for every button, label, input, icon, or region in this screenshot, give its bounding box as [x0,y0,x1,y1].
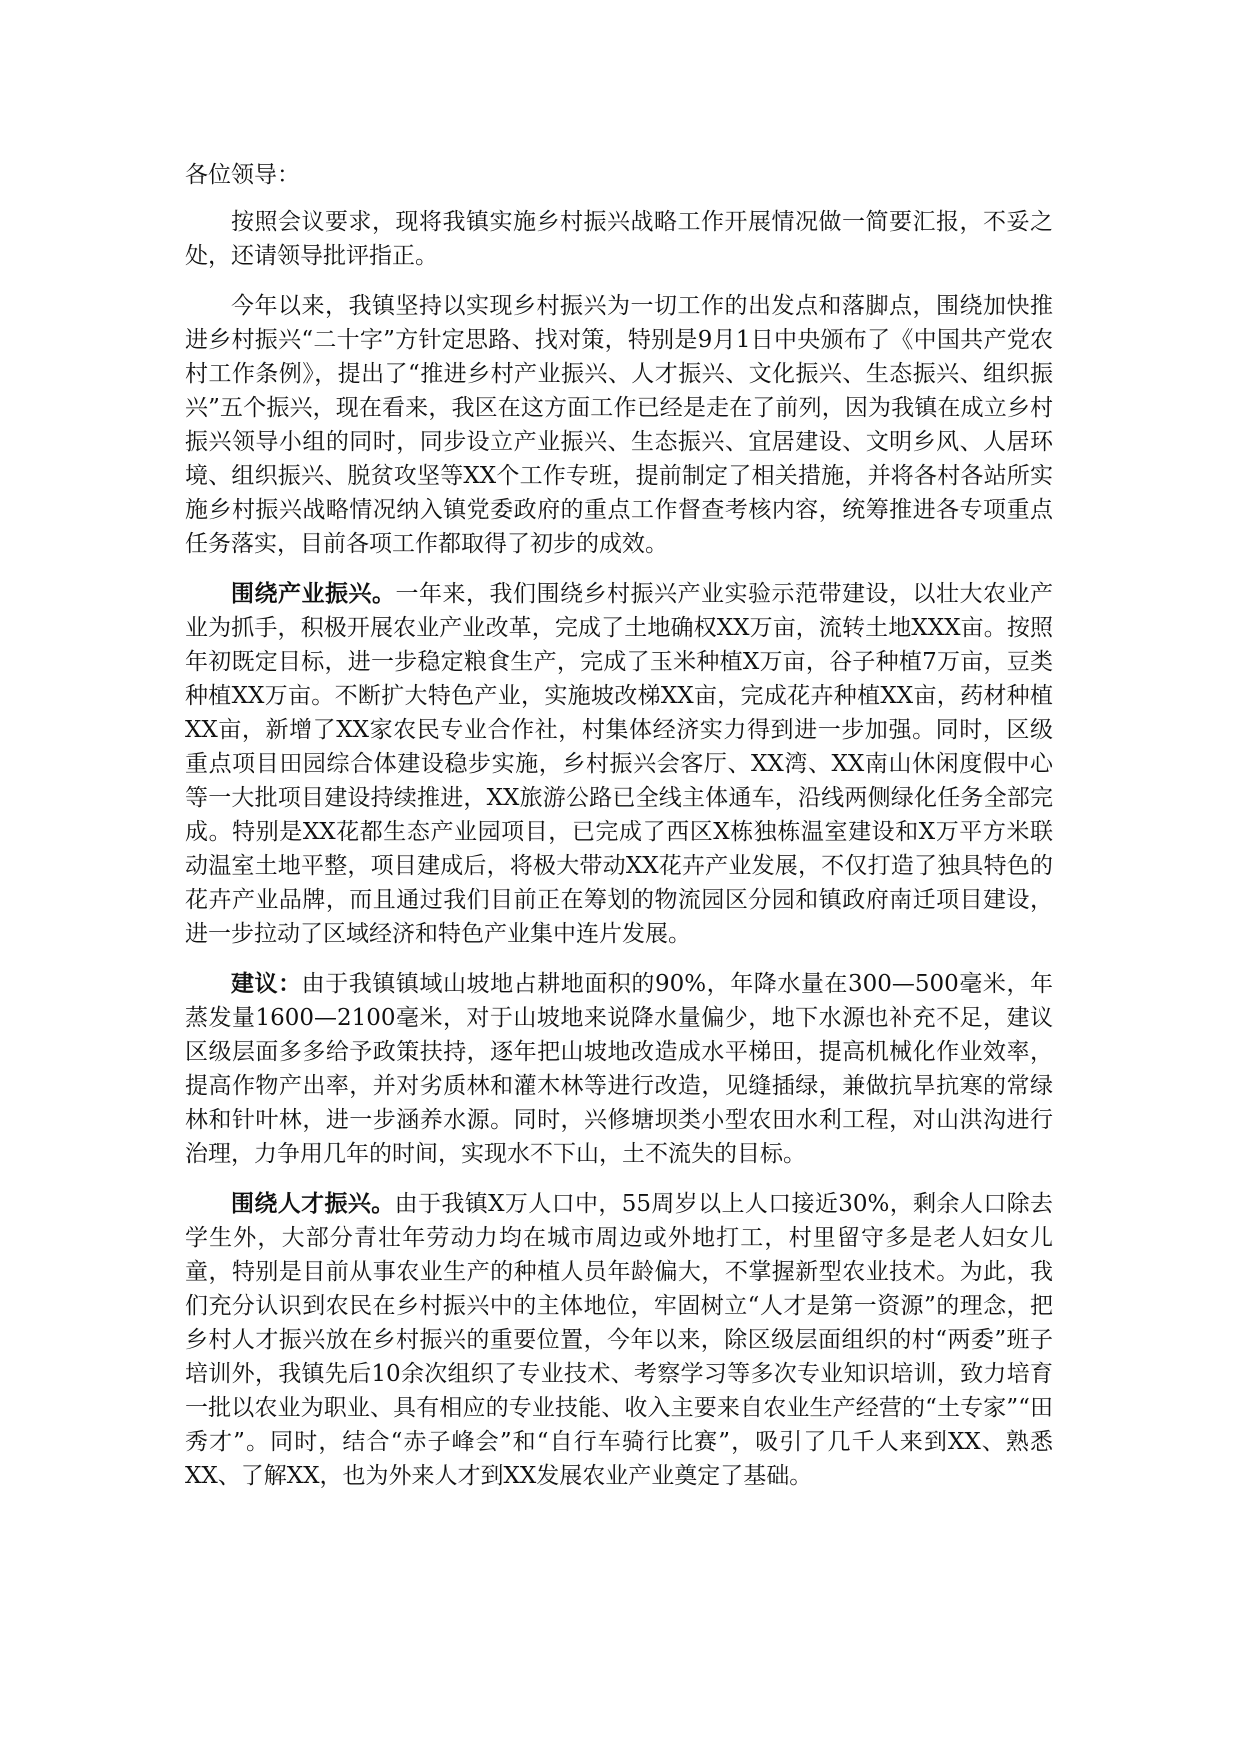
paragraph-lead: 围绕人才振兴。 [231,1190,395,1217]
paragraph-overview [185,289,1053,561]
paragraph-intro [185,205,1053,273]
paragraph-suggestion [185,967,1053,1171]
salutation: 各位领导： [185,162,300,188]
document-page [185,158,1053,1509]
paragraph-text: 一年来，我们围绕乡村振兴产业实验示范带建设，以壮大农业产业为抓手，积极开展农业产业改革，完成了土地确权XX万亩，流转土地XXX亩。按照年初既定目标，进一步稳定粮食生产，完成了玉米种植X万亩，谷子种植7万亩，豆类种植XX万亩。不断扩大特色产业，实施坡改梯XX亩，完成花卉种植XX亩，药材种植XX亩，新增了XX家农民专业合作社，村集体经济实力得到进一步加强。同时，区级重点项目田园综合体建设稳步实施，乡村振兴会客厅、XX湾、XX南山休闲度假中心等一大批项目建设持续推进，XX旅游公路已全线主体通车，沿线两侧绿化任务全部完成。特别是XX花都生态产业园项目，已完成了西区X栋独栋温室建设和X万平方米联动温室土地平整，项目建成后，将极大带动XX花卉产业发展，不仅打造了独具特色的花卉产业品牌，而且通过我们目前正在筹划的物流园区分园和镇政府南迁项目建设，进一步拉动了区域经济和特色产业集中连片发展。 [185,581,1053,947]
paragraph-text: 由于我镇镇域山坡地占耕地面积的90%，年降水量在300—500毫米，年蒸发量1600—2100毫米，对于山坡地来说降水量偏少，地下水源也补充不足，建议区级层面多多给予政策扶持，逐年把山坡地改造成水平梯田，提高机械化作业效率，提高作物产出率，并对劣质林和灌木林等进行改造，见缝插绿，兼做抗旱抗寒的常绿林和针叶林，进一步涵养水源。同时，兴修塘坝类小型农田水利工程，对山洪沟进行治理，力争用几年的时间，实现水不下山，土不流失的目标。 [185,971,1054,1167]
paragraph-lead: 围绕产业振兴。 [231,580,396,607]
paragraph-text: 今年以来，我镇坚持以实现乡村振兴为一切工作的出发点和落脚点，围绕加快推进乡村振兴“二十字”方针定思路、找对策，特别是9月1日中央颁布了《中国共产党农村工作条例》，提出了“推进乡村产业振兴、人才振兴、文化振兴、生态振兴、组织振兴”五个振兴，现在看来，我区在这方面工作已经是走在了前列，因为我镇在成立乡村振兴领导小组的同时，同步设立产业振兴、生态振兴、宜居建设、文明乡风、人居环境、组织振兴、脱贫攻坚等XX个工作专班，提前制定了相关措施，并将各村各站所实施乡村振兴战略情况纳入镇党委政府的重点工作督查考核内容，统筹推进各专项重点任务落实，目前各项工作都取得了初步的成效。 [185,293,1053,557]
paragraph-talent-revitalization [185,1187,1053,1493]
paragraph-text: 按照会议要求，现将我镇实施乡村振兴战略工作开展情况做一简要汇报，不妥之处，还请领导批评指正。 [185,209,1053,269]
paragraph-lead: 建议： [231,970,302,997]
paragraph-text: 由于我镇X万人口中，55周岁以上人口接近30%，剩余人口除去学生外，大部分青壮年劳动力均在城市周边或外地打工，村里留守多是老人妇女儿童，特别是目前从事农业生产的种植人员年龄偏大，不掌握新型农业技术。为此，我们充分认识到农民在乡村振兴中的主体地位，牢固树立“人才是第一资源”的理念，把乡村人才振兴放在乡村振兴的重要位置，今年以来，除区级层面组织的村“两委”班子培训外，我镇先后10余次组织了专业技术、考察学习等多次专业知识培训，致力培育一批以农业为职业、具有相应的专业技能、收入主要来自农业生产经营的“土专家”“田秀才”。同时，结合“赤子峰会”和“自行车骑行比赛”，吸引了几千人来到XX、熟悉XX、了解XX，也为外来人才到XX发展农业产业奠定了基础。 [185,1191,1054,1489]
paragraph-industry-revitalization [185,577,1053,951]
